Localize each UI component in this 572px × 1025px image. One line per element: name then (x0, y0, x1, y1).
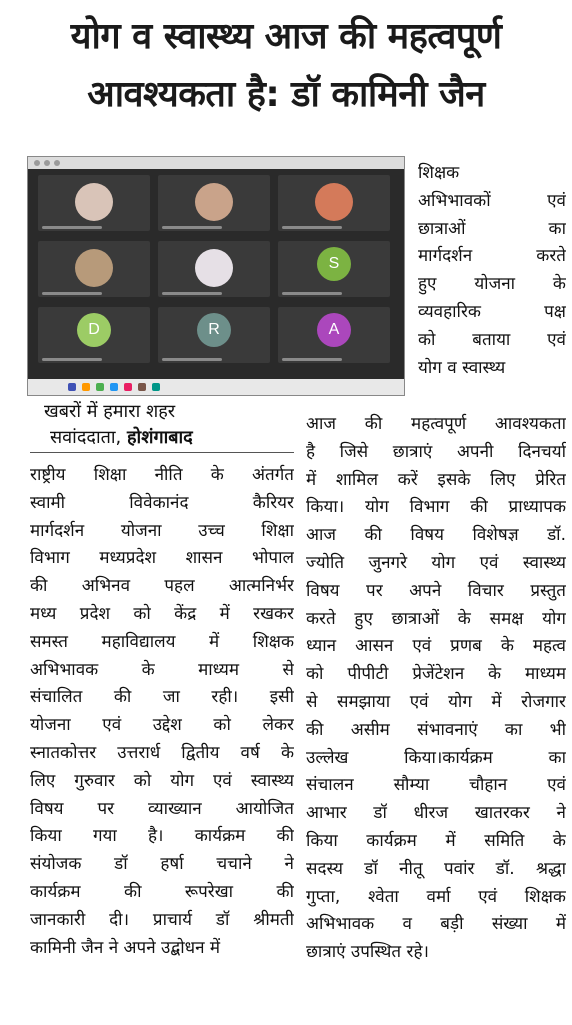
participant-name-bar (282, 226, 342, 229)
article-line: उल्लेख किया।कार्यक्रम का (306, 747, 566, 768)
caption-rule (30, 452, 294, 453)
article-line: ध्यान आसन एवं प्रणब के महत्व (306, 636, 566, 657)
article-line: कार्यक्रम की रूपरेखा की (30, 881, 294, 902)
article-line: अभिभावकों एवं (418, 190, 566, 211)
caption-byline (50, 426, 294, 450)
participant-name-bar (162, 358, 222, 361)
participant-tile (158, 307, 270, 363)
article-line: को पीपीटी प्रेजेंटेशन के माध्यम (306, 664, 566, 685)
article-line: विषय पर अपने विचार प्रस्तुत (306, 580, 566, 601)
article-line: संयोजक डॉ हर्षा चचाने ने (30, 854, 294, 875)
article-line: करते हुए छात्राओं के समक्ष योग (306, 608, 566, 629)
article-line: शिक्षक (418, 163, 460, 183)
participant-tile (158, 241, 270, 297)
participant-avatar: D (77, 313, 111, 347)
article-column-left (30, 462, 294, 962)
article-line: राष्ट्रीय शिक्षा नीति के अंतर्गत (30, 465, 294, 485)
article-line: से समझाया एवं योग में रोजगार (306, 691, 566, 712)
article-line: में शामिल करें इसके लिए प्रेरित (306, 469, 566, 490)
article-line: कामिनी जैन ने अपने उद्बोधन में (30, 937, 221, 958)
participant-tile (278, 307, 390, 363)
article-line: जानकारी दी। प्राचार्य डॉ श्रीमती (30, 909, 294, 930)
article-line: योग व स्वास्थ्य (418, 357, 506, 378)
participant-tile (38, 175, 150, 231)
article-column-right (306, 411, 566, 967)
byline-place: होशंगाबाद (126, 427, 193, 448)
participant-name-bar (282, 292, 342, 295)
article-line: आज की महत्वपूर्ण आवश्यकता (306, 414, 566, 434)
article-line: मार्गदर्शन करते (418, 246, 566, 267)
participant-name-bar (42, 226, 102, 229)
participant-avatar: R (197, 313, 231, 347)
headline-line-1: योग व स्वास्थ्य आज की महत्वपूर्ण (70, 16, 502, 57)
article-line: किया गया है। कार्यक्रम की (30, 826, 294, 847)
participant-name-bar (42, 292, 102, 295)
article-column-right-top (418, 160, 566, 382)
participant-grid (38, 171, 394, 396)
article-line: स्वामी विवेकानंद कैरियर (30, 492, 294, 513)
article-line: है जिसे छात्राएं अपनी दिनचर्या (306, 441, 566, 462)
participant-video (195, 183, 233, 221)
article-line: योजना एवं उद्देश को लेकर (30, 715, 294, 736)
participant-tile (38, 241, 150, 297)
photo-taskbar (28, 379, 404, 395)
article-line: लिए गुरुवार को योग एवं स्वास्थ्य (30, 770, 294, 791)
article-line: अभिभावक के माध्यम से (30, 659, 294, 680)
article-line: की असीम संभावनाएं का भी (306, 719, 566, 740)
participant-video (315, 183, 353, 221)
article-line: विभाग मध्यप्रदेश शासन भोपाल (30, 548, 294, 569)
article-line: अभिभावक व बड़ी संख्या में (306, 914, 566, 935)
byline-prefix: सवांददाता, (50, 427, 127, 448)
article-line: ज्योति जुनगरे योग एवं स्वास्थ्य (306, 552, 566, 573)
participant-tile (158, 175, 270, 231)
article-line: गुप्ता, श्वेता वर्मा एवं शिक्षक (306, 886, 566, 907)
article-line: संचालन सौम्या चौहान एवं (306, 775, 566, 796)
article-line: हुए योजना के (418, 274, 566, 295)
participant-avatar: S (317, 247, 351, 281)
article-line: की अभिनव पहल आत्मनिर्भर (30, 576, 294, 597)
article-line: व्यवहारिक पक्ष (418, 301, 566, 322)
participant-video (195, 249, 233, 287)
participant-name-bar (42, 358, 102, 361)
headline (0, 8, 572, 124)
article-line: संचालित की जा रही। इसी (30, 687, 294, 708)
article-line: मध्य प्रदेश को केंद्र में रखकर (30, 603, 294, 624)
participant-avatar: A (317, 313, 351, 347)
participant-video (75, 249, 113, 287)
headline-line-2: आवश्यकता है: डॉ कामिनी जैन (87, 74, 485, 115)
article-line: मार्गदर्शन योजना उच्च शिक्षा (30, 520, 294, 541)
article-line: किया कार्यक्रम में समिति के (306, 830, 566, 851)
caption-city-news: खबरों में हमारा शहर (44, 401, 176, 422)
participant-video (75, 183, 113, 221)
article-line: स्नातकोत्तर उत्तरार्ध द्वितीय वर्ष के (30, 742, 294, 763)
article-line: समस्त महाविद्यालय में शिक्षक (30, 631, 294, 652)
participant-name-bar (162, 292, 222, 295)
article-line: को बताया एवं (418, 329, 566, 350)
article-line: छात्राएं उपस्थित रहे। (306, 942, 429, 963)
article-line: सदस्य डॉ नीतू पवांर डॉ. श्रद्धा (306, 858, 566, 879)
participant-name-bar (282, 358, 342, 361)
participant-tile (278, 241, 390, 297)
article-line: आज की विषय विशेषज्ञ डॉ. (306, 525, 566, 546)
article-line: किया। योग विभाग की प्राध्यापक (306, 497, 566, 518)
article-line: छात्राओं का (418, 218, 566, 239)
article-line: आभार डॉ धीरज खातरकर ने (306, 803, 566, 824)
article-line: विषय पर व्याख्यान आयोजित (30, 798, 294, 819)
photo-titlebar (28, 157, 404, 169)
participant-tile (278, 175, 390, 231)
participant-tile (38, 307, 150, 363)
video-call-photo (27, 156, 405, 396)
participant-name-bar (162, 226, 222, 229)
